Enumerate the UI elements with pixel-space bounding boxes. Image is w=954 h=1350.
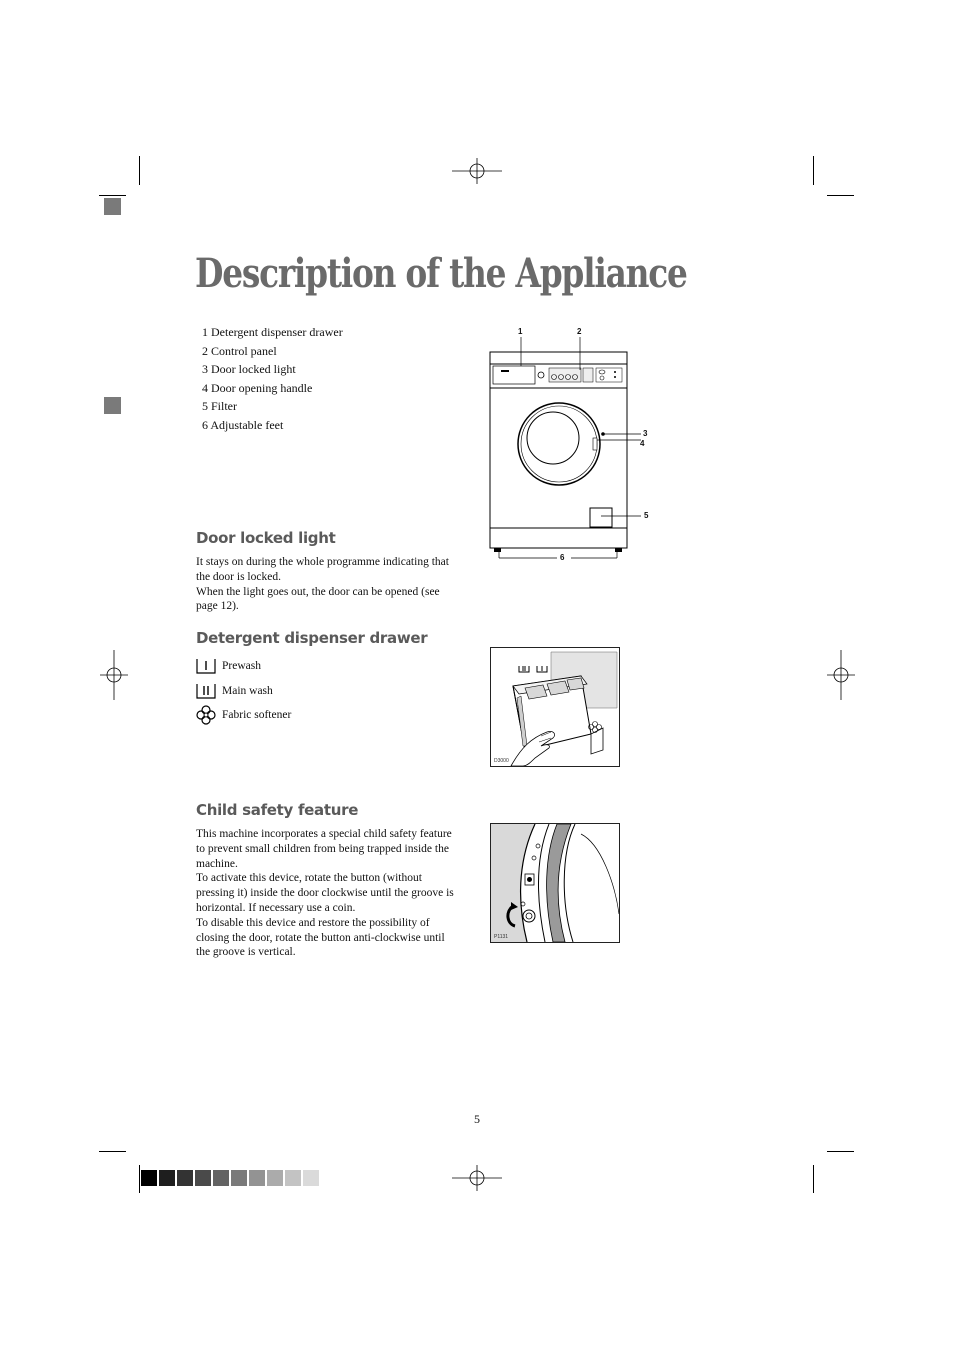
calibration-swatch: [159, 1170, 175, 1186]
text-line: This machine incorporates a special child safety feature: [196, 828, 452, 840]
text-line: To disable this device and restore the possibility of: [196, 916, 430, 929]
text-line: horizontal. If necessary use a coin.: [196, 901, 356, 914]
callout-2: 2: [577, 327, 582, 336]
callout-5: 5: [644, 511, 649, 520]
crop-mark-top-left-h: [99, 195, 126, 196]
dispenser-drawer-illustration: [490, 647, 620, 767]
fabric-softener-flower-icon: [196, 705, 216, 725]
parts-list-item: 5 Filter: [202, 399, 237, 413]
calibration-swatch: [285, 1170, 301, 1186]
crop-mark-bottom-left-h: [99, 1151, 126, 1152]
side-tab-marker-middle: [104, 397, 121, 414]
parts-list-item: 3 Door locked light: [202, 362, 296, 376]
text-line: When the light goes out, the door can be opened (see: [196, 585, 440, 598]
text-line: It stays on during the whole programme indicating that: [196, 556, 449, 568]
parts-list-item: 4 Door opening handle: [202, 380, 313, 395]
prewash-compartment-icon: [196, 657, 216, 675]
text-line: closing the door, rotate the button anti-clockwise until: [196, 931, 445, 944]
calibration-swatch: [213, 1170, 229, 1186]
registration-target-top: [452, 158, 502, 184]
crop-mark-bottom-right-h: [827, 1151, 854, 1152]
page-title: Description of the Appliance: [195, 250, 687, 297]
color-calibration-bar: [141, 1170, 319, 1186]
legend-row-prewash: [196, 655, 261, 677]
section-heading-child-safety-feature: Child safety feature: [196, 801, 359, 819]
registration-target-right: [827, 650, 855, 700]
legend-label: Prewash: [222, 660, 261, 672]
parts-list-item: 2 Control panel: [202, 343, 277, 358]
calibration-swatch: [267, 1170, 283, 1186]
side-tab-marker-top: [104, 198, 121, 215]
crop-mark-bottom-left-v: [139, 1165, 140, 1193]
text-line: machine.: [196, 857, 238, 870]
section-heading-detergent-dispenser-drawer: Detergent dispenser drawer: [196, 629, 428, 647]
crop-mark-top-left-v: [139, 156, 140, 185]
legend-label: Main wash: [222, 685, 273, 697]
parts-list-item: 6 Adjustable feet: [202, 417, 284, 432]
drawer-drawing: [491, 648, 619, 766]
text-line: the door is locked.: [196, 570, 281, 583]
calibration-swatch: [303, 1170, 319, 1186]
callout-4: 4: [640, 439, 645, 448]
door-locked-light-text: [196, 555, 464, 614]
crop-mark-top-right-h: [827, 195, 854, 196]
page-number: 5: [474, 1112, 480, 1126]
legend-label: Fabric softener: [222, 709, 292, 721]
text-line: to prevent small children from being trapped inside the: [196, 842, 449, 855]
crop-mark-top-right-v: [813, 156, 814, 185]
door-lock-drawing: [491, 824, 619, 942]
figure-code: D3000: [494, 758, 509, 764]
callout-3: 3: [643, 429, 648, 438]
registration-target-bottom: [452, 1165, 502, 1191]
text-line: the groove is vertical.: [196, 946, 296, 959]
parts-list-item: 1 Detergent dispenser drawer: [202, 325, 343, 339]
figure-code: P1131: [494, 934, 509, 940]
washing-machine-diagram: [485, 324, 655, 564]
calibration-swatch: [231, 1170, 247, 1186]
child-safety-illustration: [490, 823, 620, 943]
parts-list: [202, 323, 343, 434]
crop-mark-bottom-right-v: [813, 1165, 814, 1193]
calibration-swatch: [177, 1170, 193, 1186]
text-line: To activate this device, rotate the button (without: [196, 872, 422, 885]
text-line: page 12).: [196, 600, 239, 613]
legend-row-main-wash: [196, 680, 273, 702]
text-line: pressing it) inside the door clockwise until the groove is: [196, 887, 454, 900]
callout-1: 1: [518, 327, 523, 336]
legend-row-fabric-softener: [196, 704, 291, 726]
main-wash-compartment-icon: [196, 682, 216, 700]
calibration-swatch: [249, 1170, 265, 1186]
registration-target-left: [100, 650, 128, 700]
callout-6: 6: [560, 553, 565, 562]
child-safety-text: [196, 827, 464, 960]
washing-machine-drawing: [485, 324, 655, 564]
calibration-swatch: [141, 1170, 157, 1186]
calibration-swatch: [195, 1170, 211, 1186]
section-heading-door-locked-light: Door locked light: [196, 529, 336, 547]
